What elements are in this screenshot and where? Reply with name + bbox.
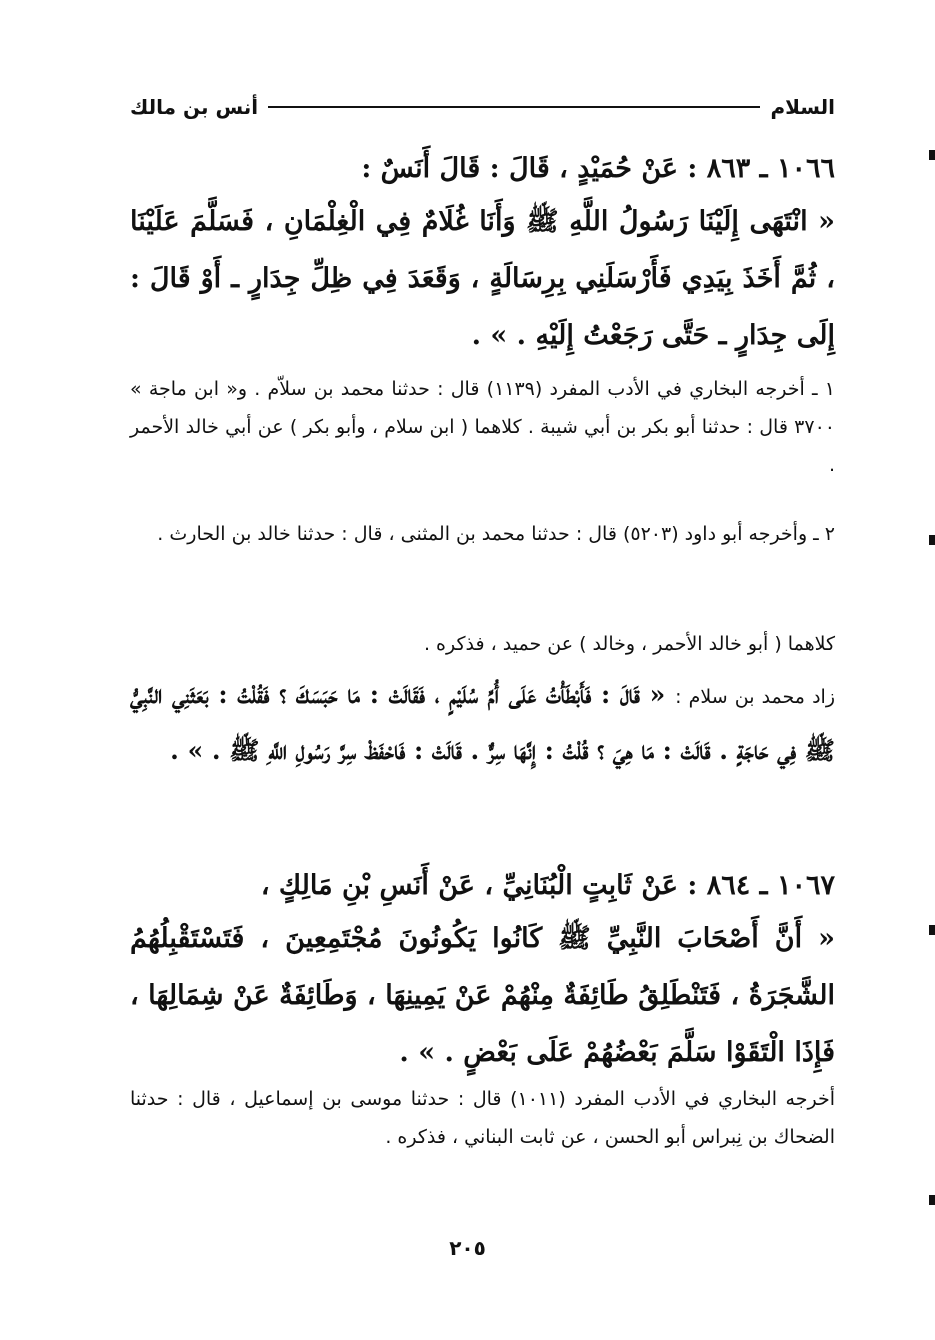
header-narrator-title: أنس بن مالك: [130, 95, 259, 119]
page-number: ٢٠٥: [449, 1236, 486, 1260]
addition-text: « قَالَ : فَأَبْطَأْتُ عَلَى أُمِّ سُلَيْمٍ ، فَقَالَتْ : مَا حَبَسَكَ ؟ فَقُلْتُ : بَعَثَنِي النَّبِيُّ ﷺ فِي حَاجَةٍ . قَالَتْ : مَا هِيَ ؟ قُلْتُ : إِنَّهَا سِرٌّ . قَالَتْ : فَاحْفَظْ سِرَّ رَسُولِ اللَّهِ ﷺ . » .: [130, 680, 835, 765]
addition-ibn-sallam: [130, 668, 835, 778]
takhrij-1067: [130, 1080, 835, 1156]
margin-mark: [929, 1195, 935, 1205]
margin-mark: [929, 150, 935, 160]
takhrij-1066-note-1: [130, 370, 835, 484]
running-header: [130, 92, 835, 122]
takhrij-note-1: ١ ـ أخرجه البخاري في الأدب المفرد (١١٣٩) قال : حدثنا محمد بن سلاّم . و« ابن ماجة » ٣٧٠٠ قال : حدثنا أبو بكر بن أبي شيبة . كلاهما ( ابن سلام ، وأبو بكر ) عن أبي خالد الأحمر .: [130, 378, 835, 476]
hadith-1067-heading: ١٠٦٧ ـ ٨٦٤ : عَنْ ثَابِتٍ الْبُنَانِيِّ ، عَنْ أَنَسِ بْنِ مَالِكٍ ،: [260, 870, 835, 901]
hadith-1066: [130, 145, 835, 364]
hadith-1066-text: « انْتَهَى إِلَيْنَا رَسُولُ اللَّهِ ﷺ وَأَنَا غُلَامٌ فِي الْغِلْمَانِ ، فَسَلَّمَ عَلَيْنَا ، ثُمَّ أَخَذَ بِيَدِي فَأَرْسَلَنِي بِرِسَالَةٍ ، وَقَعَدَ فِي ظِلِّ جِدَارٍ ـ أَوْ قَالَ : إِلَى جِدَارٍ ـ حَتَّى رَجَعْتُ إِلَيْهِ . » .: [130, 206, 835, 351]
takhrij-1066-note-2: [130, 515, 835, 553]
addition-lead: زاد محمد بن سلام :: [675, 686, 836, 708]
hadith-1066-heading: ١٠٦٦ ـ ٨٦٣ : عَنْ حُمَيْدٍ ، قَالَ : قَالَ أَنَسٌ :: [361, 153, 835, 184]
hadith-1067-text: « أَنَّ أَصْحَابَ النَّبِيِّ ﷺ كَانُوا يَكُونُونَ مُجْتَمِعِينَ ، فَتَسْتَقْبِلُهُمُ الشَّجَرَةُ ، فَتَنْطَلِقُ طَائِفَةٌ مِنْهُمْ عَنْ يَمِينِهَا ، وَطَائِفَةٌ عَنْ شِمَالِهَا ، فَإِذَا الْتَقَوْا سَلَّمَ بَعْضُهُمْ عَلَى بَعْضٍ . » .: [130, 923, 835, 1068]
margin-mark: [929, 925, 935, 935]
header-rule: [268, 106, 760, 108]
hadith-1067: [130, 862, 835, 1081]
takhrij-note-2: ٢ ـ وأخرجه أبو داود (٥٢٠٣) قال : حدثنا محمد بن المثنى ، قال : حدثنا خالد بن الحارث .: [157, 523, 835, 545]
takhrij-1066-summary: [130, 625, 835, 663]
margin-mark: [929, 535, 935, 545]
addition-paragraph: [130, 668, 835, 778]
takhrij-1067-note: أخرجه البخاري في الأدب المفرد (١٠١١) قال : حدثنا موسى بن إسماعيل ، قال : حدثنا الضحاك بن نِبراس أبو الحسن ، عن ثابت البناني ، فذكره .: [130, 1088, 835, 1148]
takhrij-both-line: كلاهما ( أبو خالد الأحمر ، وخالد ) عن حميد ، فذكره .: [423, 633, 835, 655]
header-chapter-title: السلام: [770, 95, 835, 119]
